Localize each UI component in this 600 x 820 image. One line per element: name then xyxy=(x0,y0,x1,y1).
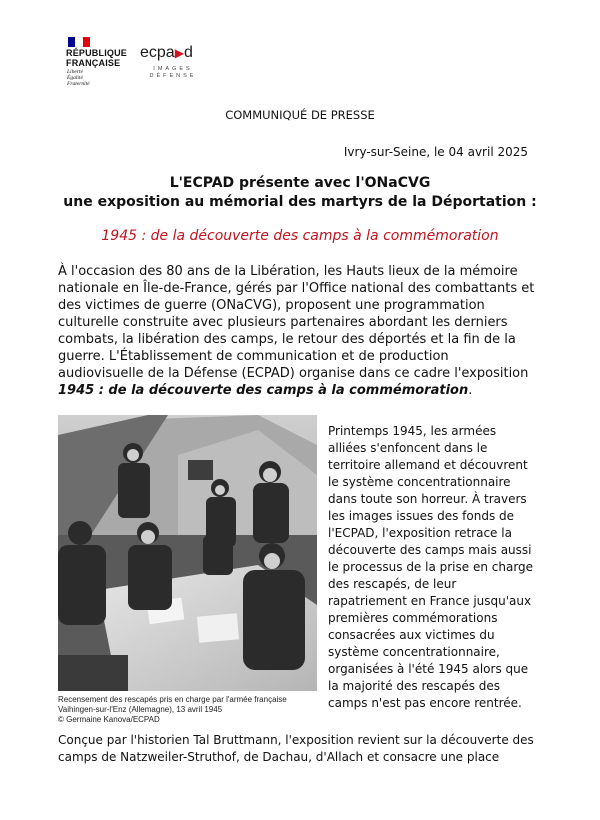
republique-motto: Liberté Égalité Fraternité xyxy=(67,69,90,87)
side-paragraph: Printemps 1945, les armées alliées s'enfoncent dans le territoire allemand et découvrent le système concentrationnaire dans toute son horreur. À travers les images issues des fonds de l'ECPAD, l'exposition retrace la découverte des camps mais aussi le processus de la prise en charge des rescapés, de leur rapatriement en France jusqu'aux premières commémorations consacrées aux victimes du système concentrationnaire, organisées à l'été 1945 alors que la majorité des rescapés des camps n'est pas encore rentrée. xyxy=(328,424,534,710)
press-release-label: COMMUNIQUÉ DE PRESSE xyxy=(225,108,375,122)
intro-paragraph xyxy=(58,263,538,399)
ecpad-logo-subtitle: IMAGES DÉFENSE xyxy=(149,66,197,79)
photo-caption xyxy=(58,695,287,725)
republique-francaise-logo-text: RÉPUBLIQUE FRANÇAISE xyxy=(66,48,128,68)
ecpad-logo-left: ecpa xyxy=(140,44,175,61)
caption-line-2: Vaihingen-sur-l'Enz (Allemagne), 13 avril 1945 xyxy=(58,705,223,714)
caption-line-1: Recensement des rescapés pris en charge par l'armée française xyxy=(58,695,287,704)
ecpad-logo xyxy=(140,44,193,62)
headline xyxy=(0,174,600,212)
headline-line-2: une exposition au mémorial des martyrs de la Déportation : xyxy=(63,194,537,210)
intro-end: . xyxy=(468,383,473,398)
ecpad-logo-right: d xyxy=(183,44,193,61)
intro-text: À l'occasion des 80 ans de la Libération, les Hauts lieux de la mémoire nationale en Île-de-France, gérés par l'Office national des combattants et des victimes de guerre (ONaCVG), proposent une programmation culturelle construite avec plusieurs partenaires abordant les derniers combats, la libération des camps, le retour des déportés et la fin de la guerre. L'Établissement de communication et de production audiovisuelle de la Défense (ECPAD) organise dans ce cadre l'exposition xyxy=(58,264,535,381)
caption-credit: © Germaine Kanova/ECPAD xyxy=(58,715,160,724)
archive-photo xyxy=(58,415,317,691)
ecpad-arrow-icon: ▶ xyxy=(174,46,184,60)
bottom-paragraph: Conçue par l'historien Tal Bruttmann, l'exposition revient sur la découverte des camps de Natzweiler-Struthof, de Dachau, d'Allach et consacre une place xyxy=(58,733,534,764)
dateline: Ivry-sur-Seine, le 04 avril 2025 xyxy=(343,145,528,159)
french-flag-logo xyxy=(68,37,90,47)
intro-exhibition-title: 1945 : de la découverte des camps à la commémoration xyxy=(58,383,469,398)
headline-line-1: L'ECPAD présente avec l'ONaCVG xyxy=(169,175,431,191)
exhibition-subtitle: 1945 : de la découverte des camps à la commémoration xyxy=(101,228,499,244)
